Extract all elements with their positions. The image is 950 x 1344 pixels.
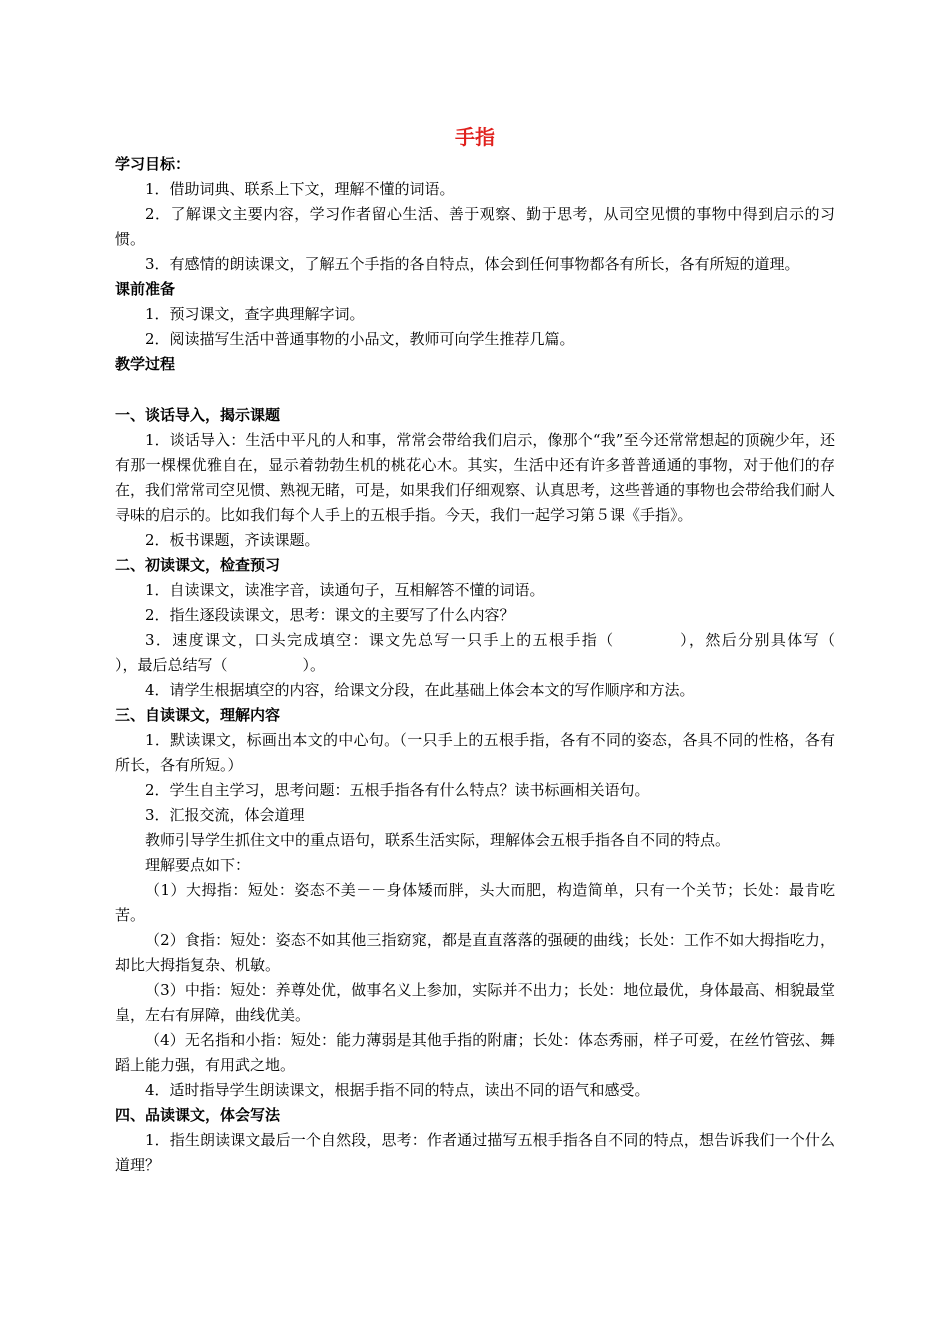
- goals-heading: 学习目标：: [115, 155, 191, 173]
- section3-item: 4．适时指导学生朗读课文，根据手指不同的特点，读出不同的语气和感受。: [145, 1081, 650, 1099]
- section3-points-intro: 理解要点如下：: [145, 856, 251, 874]
- goal-item: 3．有感情的朗读课文，了解五个手指的各自特点，体会到任何事物都各有所长，各有所短的道理。: [145, 255, 800, 273]
- section2-item: 2．指生逐段读课文，思考：课文的主要写了什么内容？: [145, 606, 515, 624]
- finger-point: （2）食指：短处：姿态不如其他三指窈窕，都是直直落落的强硬的曲线；长处：工作不如大拇指吃力，却比大拇指复杂、机敏。: [115, 931, 835, 974]
- finger-point: （3）中指：短处：养尊处优，做事名义上参加，实际并不出力；长处：地位最优，身体最高、相貌最堂皇，左右有屏障，曲线优美。: [115, 981, 835, 1024]
- prep-heading: 课前准备: [115, 280, 176, 298]
- process-heading: 教学过程: [115, 355, 176, 373]
- blank-line: [115, 377, 835, 403]
- section4-heading: 四、品读课文，体会写法: [115, 1106, 281, 1124]
- document-content: [115, 124, 911, 1178]
- section3-item: 3．汇报交流，体会道理: [145, 806, 305, 824]
- section3-guide: 教师引导学生抓住文中的重点语句，联系生活实际，理解体会五根手指各自不同的特点。: [145, 831, 731, 849]
- goal-item: 2．了解课文主要内容，学习作者留心生活、善于观察、勤于思考，从司空见惯的事物中得到启示的习惯。: [115, 205, 835, 248]
- finger-point: （4）无名指和小指：短处：能力薄弱是其他手指的附庸；长处：体态秀丽，样子可爱，在丝竹管弦、舞蹈上能力强，有用武之地。: [115, 1031, 835, 1074]
- section1-item: 1．谈话导入：生活中平凡的人和事，常常会带给我们启示，像那个“我”至今还常常想起的顶碗少年，还有那一棵棵优雅自在，显示着勃勃生机的桃花心木。其实，生活中还有许多普普通通的事物，对于他们的存在，我们常常司空见惯、熟视无睹，可是，如果我们仔细观察、认真思考，这些普通的事物也会带给我们耐人寻味的启示的。比如我们每个人手上的五根手指。今天，我们一起学习第５课《手指》。: [115, 431, 836, 524]
- section2-item: 1．自读课文，读准字音，读通句子，互相解答不懂的词语。: [145, 581, 545, 599]
- section1-item: 2．板书课题，齐读课题。: [145, 531, 320, 549]
- section3-item: 2．学生自主学习，思考问题：五根手指各有什么特点？读书标画相关语句。: [145, 781, 650, 799]
- prep-item: 1．预习课文，查字典理解字词。: [145, 305, 365, 323]
- section4-item: 1．指生朗读课文最后一个自然段，思考：作者通过描写五根手指各自不同的特点，想告诉我们一个什么道理？: [115, 1131, 835, 1174]
- prep-item: 2．阅读描写生活中普通事物的小品文，教师可向学生推荐几篇。: [145, 330, 575, 348]
- section1-heading: 一、谈话导入，揭示课题: [115, 406, 281, 424]
- section3-item: 1．默读课文，标画出本文的中心句。（一只手上的五根手指，各有不同的姿态，各具不同的性格，各有所长，各有所短。）: [115, 731, 835, 774]
- section2-item: 4．请学生根据填空的内容，给课文分段，在此基础上体会本文的写作顺序和方法。: [145, 681, 695, 699]
- goal-item: 1．借助词典、联系上下文，理解不懂的词语。: [145, 180, 455, 198]
- section2-item: 3．速度课文，口头完成填空：课文先总写一只手上的五根手指（ ），然后分别具体写（ ），最后总结写（ ）。: [115, 631, 911, 674]
- document-title: 手指: [455, 125, 495, 149]
- finger-point: （1）大拇指：短处：姿态不美－－身体矮而胖，头大而肥，构造简单，只有一个关节；长处：最肯吃苦。: [115, 881, 835, 924]
- section3-heading: 三、自读课文，理解内容: [115, 706, 281, 724]
- section2-heading: 二、初读课文，检查预习: [115, 556, 281, 574]
